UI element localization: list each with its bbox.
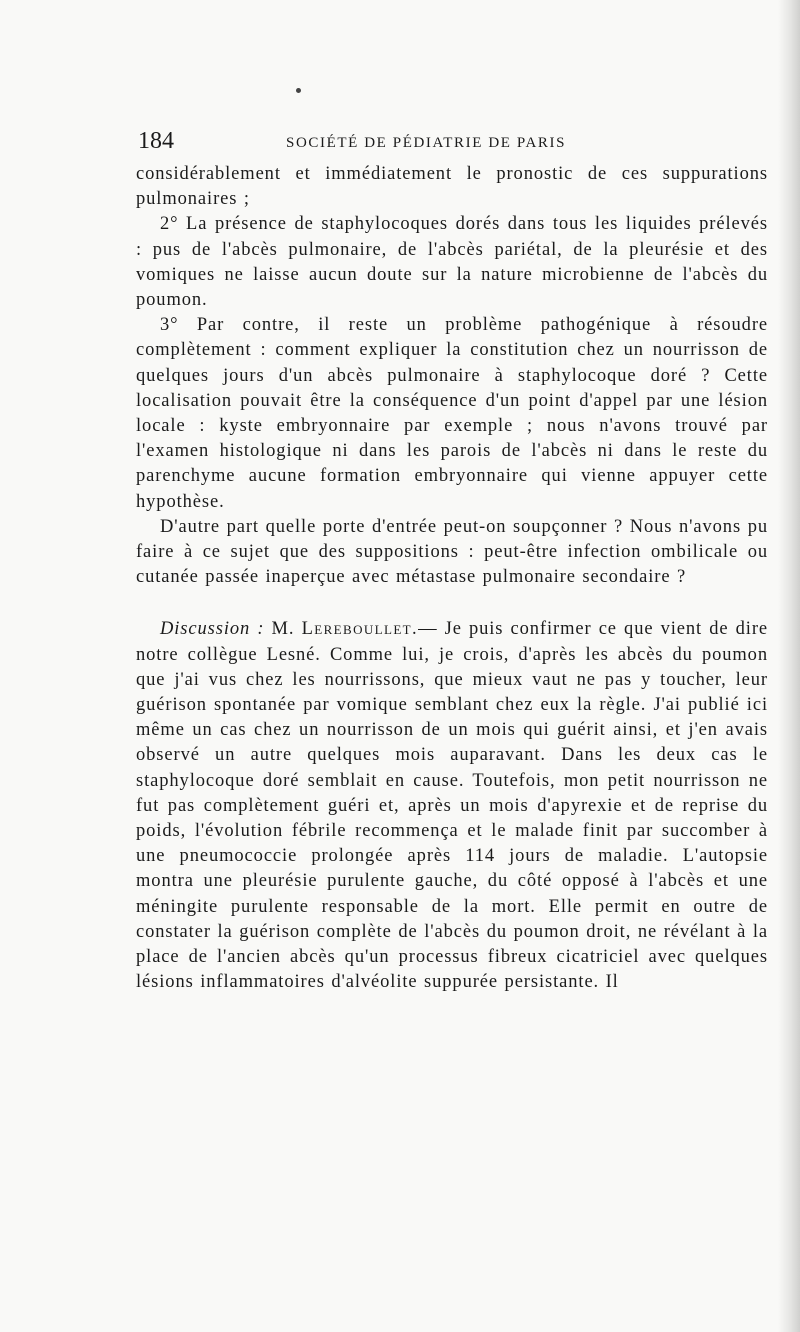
- discussion-label: Discussion :: [160, 619, 265, 640]
- page-number: 184: [138, 128, 174, 154]
- discussion-paragraph: [136, 617, 768, 995]
- speaker-name: Lereboullet.: [301, 619, 419, 640]
- speaker-prefix: M.: [271, 619, 295, 640]
- discussion-text: — Je puis confirmer ce que vient de dire notre collègue Lesné. Comme lui, je crois, d'après les abcès du poumon que j'ai vus chez les nourrissons, que mieux vaut ne pas y toucher, leur guérison spontanée par vomique semblant chez eux la règle. J'ai publié ici même un cas chez un nourrisson de un mois qui guérit ainsi, et j'en avais observé un autre quelques mois auparavant. Dans les deux cas le staphylocoque doré semblait en cause. Toutefois, mon petit nourrisson ne fut pas complètement guéri et, après un mois d'apyrexie et de reprise du poids, l'évolution fébrile recommença et le malade finit par succomber à une pneumococcie prolongée après 114 jours de maladie. L'autopsie montra une pleurésie purulente gauche, du côté opposé à l'abcès et une méningite purulente responsable de la mort. Elle permit en outre de constater la guérison complète de l'abcès du poumon droit, ne révélant à la place de l'ancien abcès qu'un processus fibreux cicatriciel avec quelques lésions inflammatoires d'alvéolite suppurée persistante. Il: [136, 619, 768, 993]
- paragraph-point-3: 3° Par contre, il reste un problème pathogénique à résoudre complètement : comment expliquer la constitution chez un nourrisson de quelques jours d'un abcès pulmonaire à staphylocoque doré ? Cette localisation pouvait être la conséquence d'un point d'appel par une lésion locale : kyste embryonnaire par exemple ; nous n'avons trouvé par l'examen histologique ni dans les parois de l'abcès ni dans le reste du parenchyme aucune formation embryonnaire qui vienne appuyer cette hypothèse.: [136, 315, 768, 512]
- paragraph-continued: considérablement et immédiatement le pronostic de ces suppurations pulmonaires ;: [136, 164, 768, 210]
- section-gap: [136, 590, 768, 617]
- running-head: [136, 126, 768, 162]
- paragraph-point-2: 2° La présence de staphylocoques dorés dans tous les liquides prélevés : pus de l'abcès pulmonaire, de l'abcès pariétal, de la pleurésie et des vomiques ne laisse aucun doute sur la nature microbienne de l'abcès du poumon.: [136, 214, 768, 311]
- body-text: [136, 162, 768, 996]
- running-title: SOCIÉTÉ DE PÉDIATRIE DE PARIS: [286, 135, 567, 151]
- page-content: [136, 126, 768, 996]
- ink-speck: [296, 88, 301, 93]
- paragraph-entry-question: D'autre part quelle porte d'entrée peut-on soupçonner ? Nous n'avons pu faire à ce sujet que des suppositions : peut-être infection ombilicale ou cutanée passée inaperçue avec métastase pulmonaire secondaire ?: [136, 516, 768, 588]
- page-edge-shadow: [778, 0, 800, 1332]
